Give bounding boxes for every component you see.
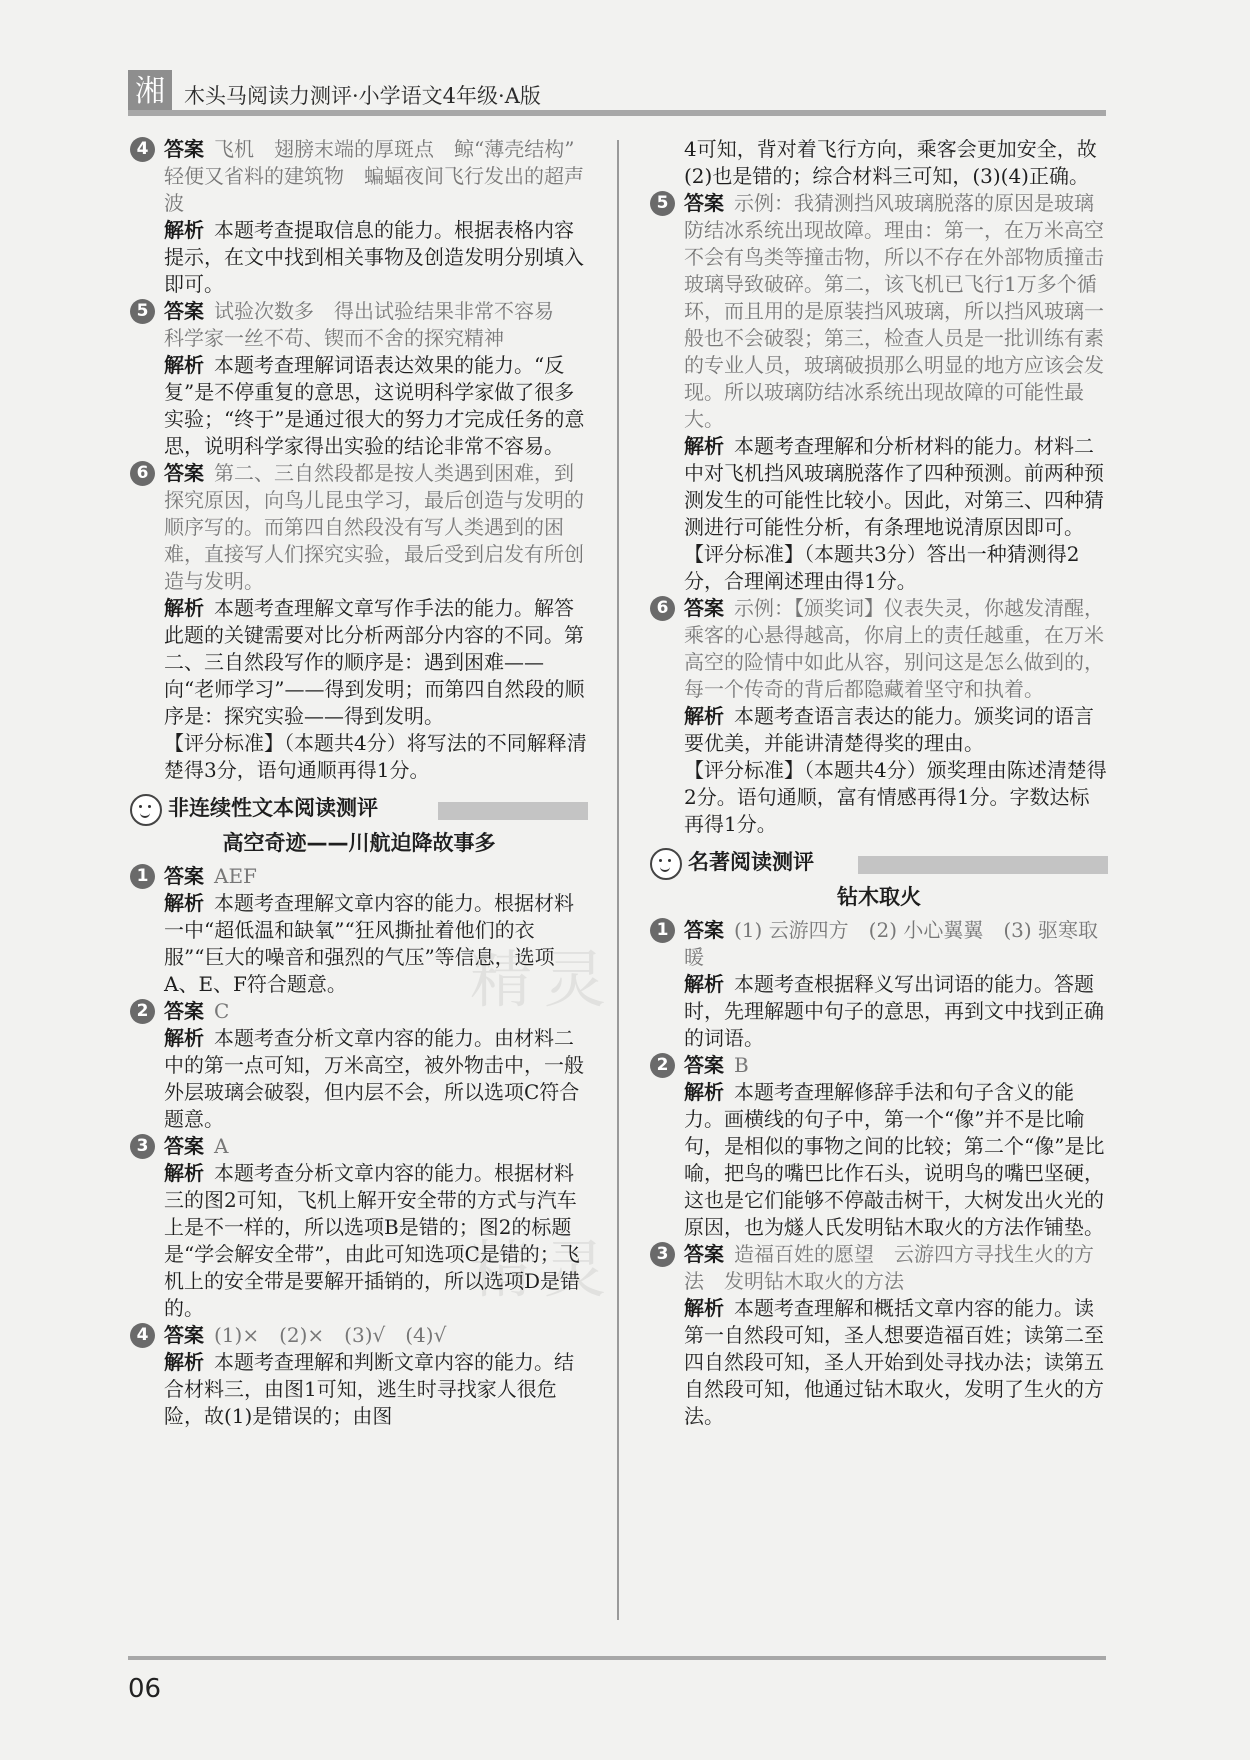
scoring-criteria: 【评分标准】（本题共3分）答出一种猜测得2分，合理阐述理由得1分。 [684,542,1080,593]
answer-label: 答案 [684,918,724,942]
article-title: 钻木取火 [837,885,921,909]
section-title: 名著阅读测评 [688,850,814,874]
question-number: 6 [650,596,675,621]
question-number: 5 [650,191,675,216]
answer-text: (1) 云游四方 (2) 小心翼翼 (3) 驱寒取暖 [684,918,1099,969]
analysis-text: 本题考查分析文章内容的能力。由材料二中的第一点可知，万米高空，被外物击中，一般外层玻璃会破裂，但内层不会，所以选项C符合题意。 [164,1026,584,1131]
question-number: 2 [130,999,155,1024]
header-title: 木头马阅读力测评·小学语文4年级·A版 [184,84,541,108]
analysis-label: 解析 [684,704,724,728]
scoring-criteria: 【评分标准】（本题共4分）颁奖理由陈述清楚得2分。语句通顺，富有情感再得1分。字数达标再得1分。 [684,758,1107,836]
question-number: 1 [650,918,675,943]
analysis-text: 本题考查分析文章内容的能力。根据材料三的图2可知，飞机上解开安全带的方式与汽车上是不一样的，所以选项B是错的；图2的标题是“学会解安全带”，由此可知选项C是错的；飞机上的安全带是要解开插销的，所以选项D是错的。 [164,1161,581,1320]
question-number: 4 [130,137,155,162]
analysis-label: 解析 [684,1296,724,1320]
question-6 [130,460,588,784]
nonlinear-question-2 [130,998,588,1133]
answer-text: AEF [214,864,257,888]
answer-text: (1)× (2)× (3)√ (4)√ [214,1323,447,1347]
nonlinear-question-3 [130,1133,588,1322]
answer-label: 答案 [164,461,204,485]
reader-face-icon [130,794,162,826]
answer-label: 答案 [684,596,724,620]
reader-face-icon [650,848,682,880]
classics-question-3 [650,1241,1108,1430]
answer-text: 造福百姓的愿望 云游四方寻找生火的方法 发明钻木取火的方法 [684,1242,1094,1293]
continued-analysis: 4可知，背对着飞行方向，乘客会更加安全，故(2)也是错的；综合材料三可知，(3)(4)正确。 [684,137,1097,188]
scoring-criteria: 【评分标准】（本题共4分）将写法的不同解释清楚得3分，语句通顺再得1分。 [164,731,587,782]
answer-label: 答案 [164,864,204,888]
question-number: 1 [130,864,155,889]
watermark-2: 精灵 [470,1233,619,1306]
right-column [650,136,1108,1430]
analysis-text: 本题考查理解和判断文章内容的能力。结合材料三，由图1可知，逃生时寻找家人很危险，故(1)是错误的；由图 [164,1350,574,1428]
analysis-text: 本题考查理解修辞手法和句子含义的能力。画横线的句子中，第一个“像”并不是比喻句，是相似的事物之间的比较；第二个“像”是比喻，把鸟的嘴巴比作石头，说明鸟的嘴巴坚硬，这也是它们能够不停敲击树干，大树发出火光的原因，也为燧人氏发明钻木取火的方法作铺垫。 [684,1080,1105,1239]
answer-label: 答案 [684,1242,724,1266]
section-header-classics [650,846,1108,882]
analysis-label: 解析 [164,1026,204,1050]
answer-text: B [734,1053,749,1077]
answer-label: 答案 [164,1134,204,1158]
analysis-text: 本题考查理解和分析材料的能力。材料二中对飞机挡风玻璃脱落作了四种预测。前两种预测发生的可能性比较小。因此，对第三、四种猜测进行可能性分析，有条理地说清原因即可。 [684,434,1104,539]
analysis-text: 本题考查语言表达的能力。颁奖词的语言要优美，并能讲清楚得奖的理由。 [684,704,1094,755]
question-number: 4 [130,1323,155,1348]
footer-rule [128,1656,1106,1660]
analysis-text: 本题考查理解文章内容的能力。根据材料一中“超低温和缺氧”“狂风撕扯着他们的衣服”“巨大的噪音和强烈的气压”等信息，选项A、E、F符合题意。 [164,891,574,996]
classics-question-1 [650,917,1108,1052]
page-number: 06 [128,1674,162,1704]
nonlinear-question-5 [650,190,1108,595]
answer-label: 答案 [164,1323,204,1347]
section-bar [858,856,1108,874]
question-number: 3 [130,1134,155,1159]
watermark-1: 精灵 [470,943,619,1016]
question-number: 3 [650,1242,675,1267]
question-4 [130,136,595,298]
analysis-label: 解析 [684,972,724,996]
analysis-label: 解析 [164,596,204,620]
classics-question-2 [650,1052,1108,1241]
nonlinear-question-4 [130,1322,588,1430]
analysis-label: 解析 [164,1350,204,1374]
page-header [128,70,1106,116]
question-5 [130,298,588,460]
nonlinear-question-6 [650,595,1108,838]
answer-label: 答案 [164,999,204,1023]
question-number: 6 [130,461,155,486]
nonlinear-question-1 [130,863,588,998]
answer-label: 答案 [164,137,204,161]
section-title: 非连续性文本阅读测评 [168,796,378,820]
question-number: 2 [650,1053,675,1078]
analysis-label: 解析 [164,1161,204,1185]
analysis-text: 本题考查提取信息的能力。根据表格内容提示，在文中找到相关事物及创造发明分别填入即可。 [164,218,584,296]
analysis-label: 解析 [164,891,204,915]
answer-text: 第二、三自然段都是按人类遇到困难，到探究原因，向鸟儿昆虫学习，最后创造与发明的顺序写的。而第四自然段没有写人类遇到的困难，直接写人们探究实验，最后受到启发有所创造与发明。 [164,461,584,593]
analysis-text: 本题考查理解文章写作手法的能力。解答此题的关键需要对比分析两部分内容的不同。第二、三自然段写作的顺序是：遇到困难——向“老师学习”——得到发明；而第四自然段的顺序是：探究实验——得到发明。 [164,596,585,728]
header-badge: 湘 [128,70,172,114]
analysis-text: 本题考查理解和概括文章内容的能力。读第一自然段可知，圣人想要造福百姓；读第二至四自然段可知，圣人开始到处寻找办法；读第五自然段可知，他通过钻木取火，发明了生火的方法。 [684,1296,1104,1428]
article-title: 高空奇迹——川航迫降故事多 [222,831,496,855]
answer-text: 示例：我猜测挡风玻璃脱落的原因是玻璃防结冰系统出现故障。理由：第一，在万米高空不会有鸟类等撞击物，所以不存在外部物质撞击玻璃导致破碎。第二，该飞机已飞行1万多个循环，而且用的是原装挡风玻璃，所以挡风玻璃一般也不会破裂；第三，检查人员是一批训练有素的专业人员，玻璃破损那么明显的地方应该会发现。所以玻璃防结冰系统出现故障的可能性最大。 [684,191,1104,431]
analysis-label: 解析 [684,1080,724,1104]
answer-text: 飞机 翅膀末端的厚斑点 鲸“薄壳结构” 轻便又省料的建筑物 蝙蝠夜间飞行发出的超声波 [164,137,595,215]
answer-text: 示例：【颁奖词】仪表失灵，你越发清醒，乘客的心悬得越高，你肩上的责任越重，在万米高空的险情中如此从容，别问这是怎么做到的，每一个传奇的背后都隐藏着坚守和执着。 [684,596,1104,701]
analysis-text: 本题考查理解词语表达效果的能力。“反复”是不停重复的意思，这说明科学家做了很多实验；“终于”是通过很大的努力才完成任务的意思，说明科学家得出实验的结论非常不容易。 [164,353,585,458]
section-header-nonlinear [130,792,588,828]
answer-text: C [214,999,230,1023]
section-bar [438,802,588,820]
answer-label: 答案 [164,299,204,323]
question-number: 5 [130,299,155,324]
column-divider [617,140,619,1620]
answer-label: 答案 [684,191,724,215]
analysis-label: 解析 [164,218,204,242]
analysis-label: 解析 [164,353,204,377]
answer-label: 答案 [684,1053,724,1077]
answer-text: A [214,1134,229,1158]
analysis-text: 本题考查根据释义写出词语的能力。答题时，先理解题中句子的意思，再到文中找到正确的词语。 [684,972,1104,1050]
left-column [130,136,595,1430]
header-rule [128,110,1106,116]
answer-text: 试验次数多 得出试验结果非常不容易 科学家一丝不苟、锲而不舍的探究精神 [164,299,574,350]
analysis-label: 解析 [684,434,724,458]
